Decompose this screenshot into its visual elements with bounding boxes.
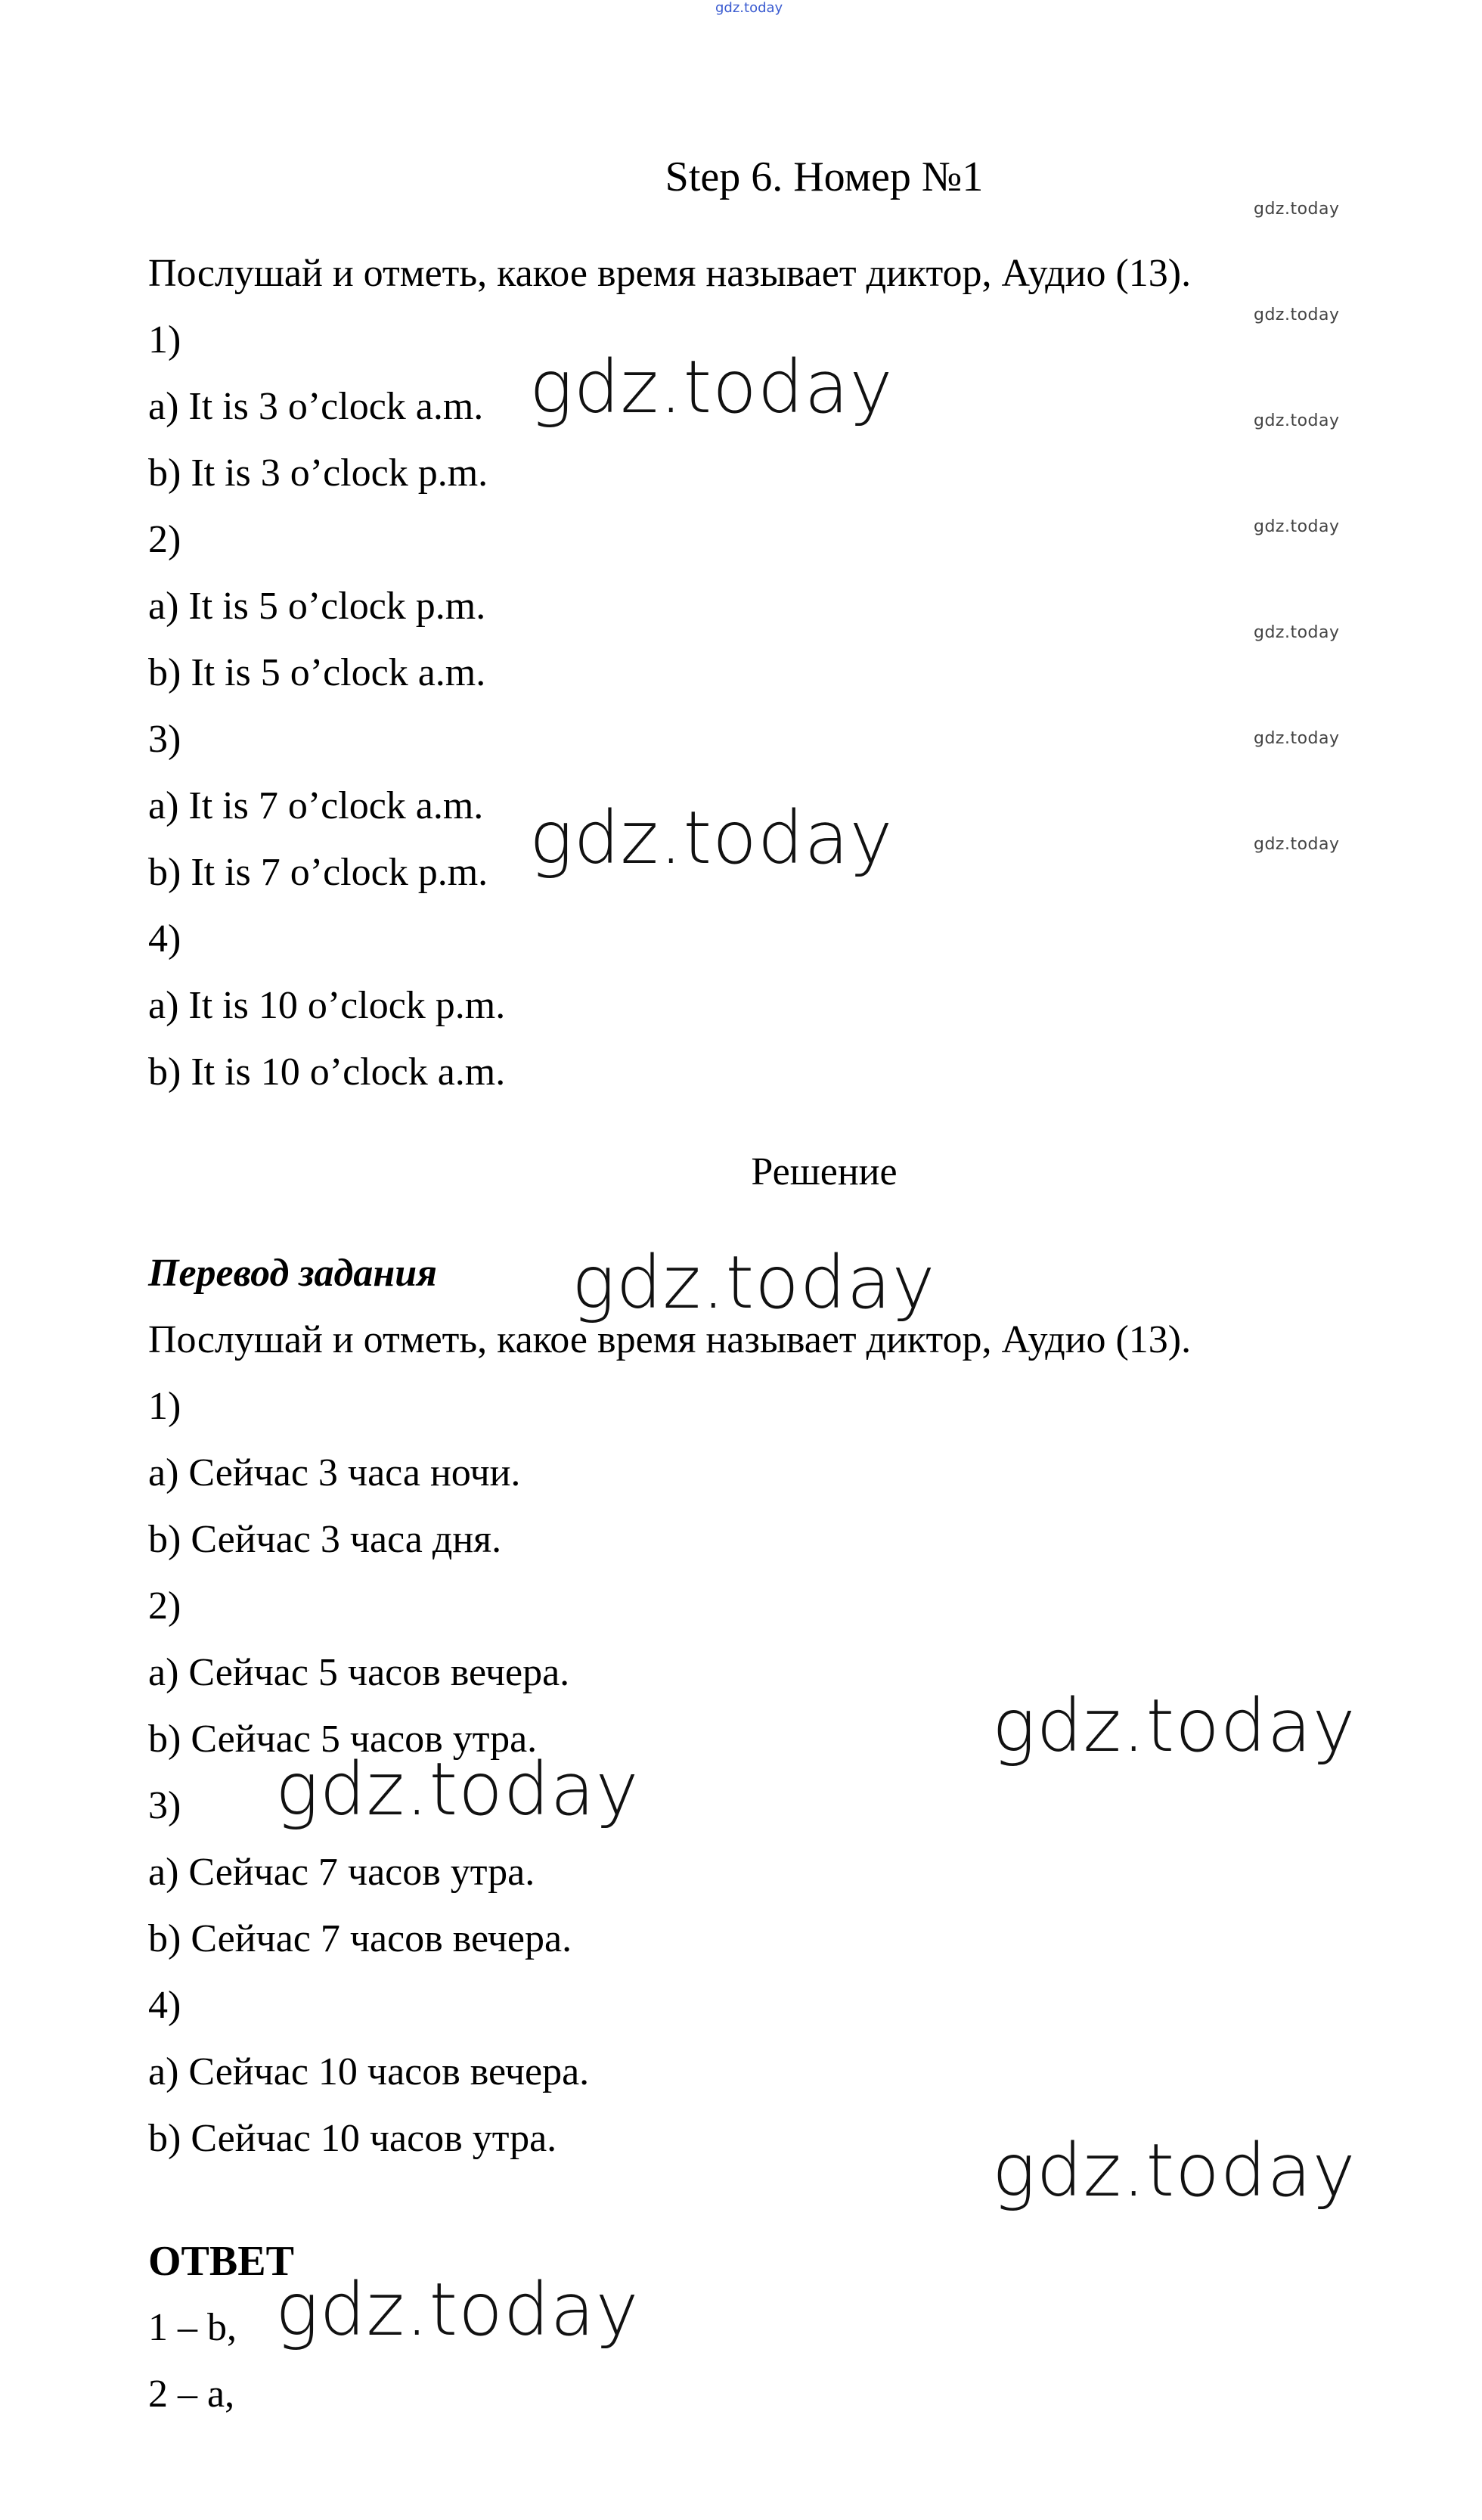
solution-group-4-num: 4) (148, 1984, 181, 2027)
task-group-4-option-b: b) It is 10 o’clock a.m. (148, 1051, 506, 1094)
watermark-big-2: gdz.today (529, 796, 894, 880)
solution-group-2-option-a: a) Сейчас 5 часов вечера. (148, 1651, 570, 1694)
task-group-2-num: 2) (148, 518, 181, 561)
task-group-2-option-a: a) It is 5 o’clock p.m. (148, 585, 486, 628)
watermark-big-7: gdz.today (275, 2267, 640, 2352)
watermark-big-3: gdz.today (572, 1240, 936, 1325)
solution-group-3-option-b: b) Сейчас 7 часов вечера. (148, 1917, 572, 1960)
watermark-small-1: gdz.today (1254, 200, 1340, 219)
top-watermark: gdz.today (715, 0, 783, 16)
page-title: Step 6. Номер №1 (665, 154, 984, 200)
translation-heading: Перевод задания (148, 1252, 437, 1295)
solution-group-3-option-a: a) Сейчас 7 часов утра. (148, 1851, 535, 1894)
task-group-2-option-b: b) It is 5 o’clock a.m. (148, 651, 486, 694)
watermark-small-2: gdz.today (1254, 306, 1340, 324)
solution-group-1-num: 1) (148, 1385, 181, 1428)
solution-group-1-option-a: a) Сейчас 3 часа ночи. (148, 1451, 521, 1494)
task-group-1-option-a: a) It is 3 o’clock a.m. (148, 385, 484, 428)
solution-group-1-option-b: b) Сейчас 3 часа дня. (148, 1518, 502, 1561)
solution-group-4-option-b: b) Сейчас 10 часов утра. (148, 2117, 557, 2160)
task-instruction: Послушай и отметь, какое время называет диктор, Аудио (13). (148, 252, 1192, 295)
answer-item-2: 2 – a, (148, 2373, 235, 2416)
watermark-big-6: gdz.today (992, 2128, 1356, 2213)
solution-group-2-num: 2) (148, 1584, 181, 1628)
watermark-big-5: gdz.today (275, 1747, 640, 1832)
task-group-1-num: 1) (148, 318, 181, 362)
watermark-small-4: gdz.today (1254, 517, 1340, 536)
watermark-big-4: gdz.today (992, 1684, 1356, 1768)
watermark-small-3: gdz.today (1254, 411, 1340, 430)
watermark-small-6: gdz.today (1254, 729, 1340, 748)
solution-group-2-option-b: b) Сейчас 5 часов утра. (148, 1718, 538, 1761)
solution-group-3-num: 3) (148, 1784, 181, 1827)
task-group-3-num: 3) (148, 718, 181, 761)
task-group-4-option-a: a) It is 10 o’clock p.m. (148, 984, 506, 1027)
solution-heading: Решение (751, 1150, 898, 1193)
solution-instruction: Послушай и отметь, какое время называет диктор, Аудио (13). (148, 1318, 1192, 1361)
task-group-3-option-a: a) It is 7 o’clock a.m. (148, 784, 484, 827)
watermark-small-5: gdz.today (1254, 623, 1340, 642)
watermark-small-7: gdz.today (1254, 835, 1340, 854)
answer-heading: ОТВЕТ (148, 2238, 294, 2285)
solution-group-4-option-a: a) Сейчас 10 часов вечера. (148, 2050, 590, 2093)
task-group-1-option-b: b) It is 3 o’clock p.m. (148, 452, 488, 495)
answer-item-1: 1 – b, (148, 2306, 237, 2349)
watermark-big-1: gdz.today (529, 345, 894, 430)
task-group-3-option-b: b) It is 7 o’clock p.m. (148, 851, 488, 894)
task-group-4-num: 4) (148, 917, 181, 961)
